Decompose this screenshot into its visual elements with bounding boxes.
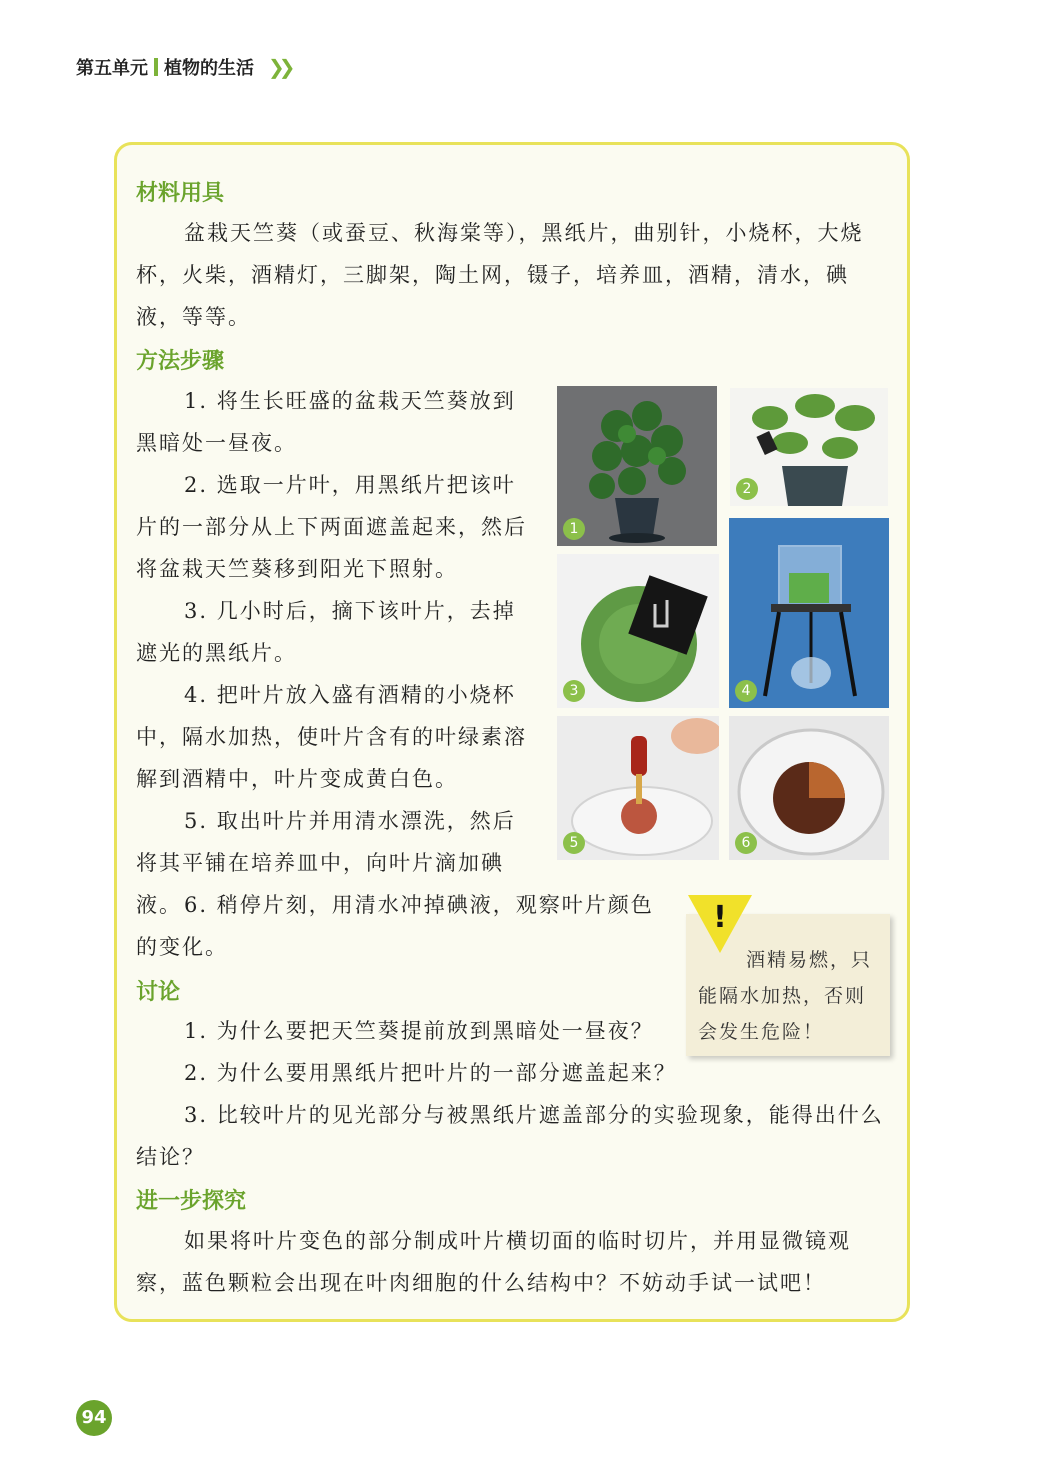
photo-number: 1 [563,518,585,540]
photo-leaf-black-paper [557,554,719,708]
question-3: 3. 比较叶片的见光部分与被黑纸片遮盖部分的实验现象，能得出什么结论？ [136,1103,884,1169]
warning-symbol: ! [713,900,727,935]
photo-number: 6 [735,832,757,854]
step-3: 3. 几小时后，摘下该叶片，去掉遮光的黑纸片。 [136,599,516,665]
photo-number: 2 [736,478,758,500]
warning-text: 酒精易燃，只能隔水加热，否则会发生危险！ [698,949,873,1043]
photo-water-bath-heating [729,518,889,708]
question-2: 2. 为什么要用黑纸片把叶片的一部分遮盖起来？ [184,1061,677,1085]
photo-potted-geranium-dark [557,386,717,546]
photo-dropping-iodine [557,716,719,860]
step-2: 2. 选取一片叶，用黑纸片把该叶片的一部分从上下两面遮盖起来，然后将盆栽天竺葵移到阳光下照射。 [136,473,527,581]
step-4: 4. 把叶片放入盛有酒精的小烧杯中，隔水加热，使叶片含有的叶绿素溶解到酒精中，叶片变成黄白色。 [136,683,527,791]
running-header [76,52,290,82]
chapter-label: 植物的生活 [164,58,254,79]
photo-covered-leaf-plant [730,388,888,506]
materials-text: 盆栽天竺葵（或蚕豆、秋海棠等），黑纸片，曲别针，小烧杯，大烧杯，火柴，酒精灯，三脚架，陶土网，镊子，培养皿，酒精，清水，碘液，等等。 [136,221,864,329]
unit-label: 第五单元 [76,58,148,79]
double-chevron-icon: ❯❯ [268,55,290,79]
question-1: 1. 为什么要把天竺葵提前放到黑暗处一昼夜？ [184,1019,654,1043]
step-5: 5. 取出叶片并用清水漂洗，然后将其平铺在培养皿中，向叶片滴加碘液。 [136,809,516,917]
methods-title: 方法步骤 [136,349,225,374]
photo-number: 3 [563,680,585,702]
page-number: 94 [76,1400,112,1436]
explore-text: 如果将叶片变色的部分制成叶片横切面的临时切片，并用显微镜观察，蓝色颗粒会出现在叶肉细胞的什么结构中？不妨动手试一试吧！ [136,1229,851,1295]
photo-number: 5 [563,832,585,854]
photo-stained-leaf-dish [729,716,889,860]
header-divider [154,58,158,76]
photo-number: 4 [735,680,757,702]
step-6: 6. 稍停片刻，用清水冲掉碘液，观察叶片颜色的变化。 [136,893,654,959]
step-1: 1. 将生长旺盛的盆栽天竺葵放到黑暗处一昼夜。 [136,389,516,455]
explore-title: 进一步探究 [136,1189,247,1214]
materials-title: 材料用具 [136,181,225,206]
beaker-tripod-illustration [729,518,889,708]
discussion-title: 讨论 [136,980,181,1005]
warning-triangle-icon [686,893,754,955]
